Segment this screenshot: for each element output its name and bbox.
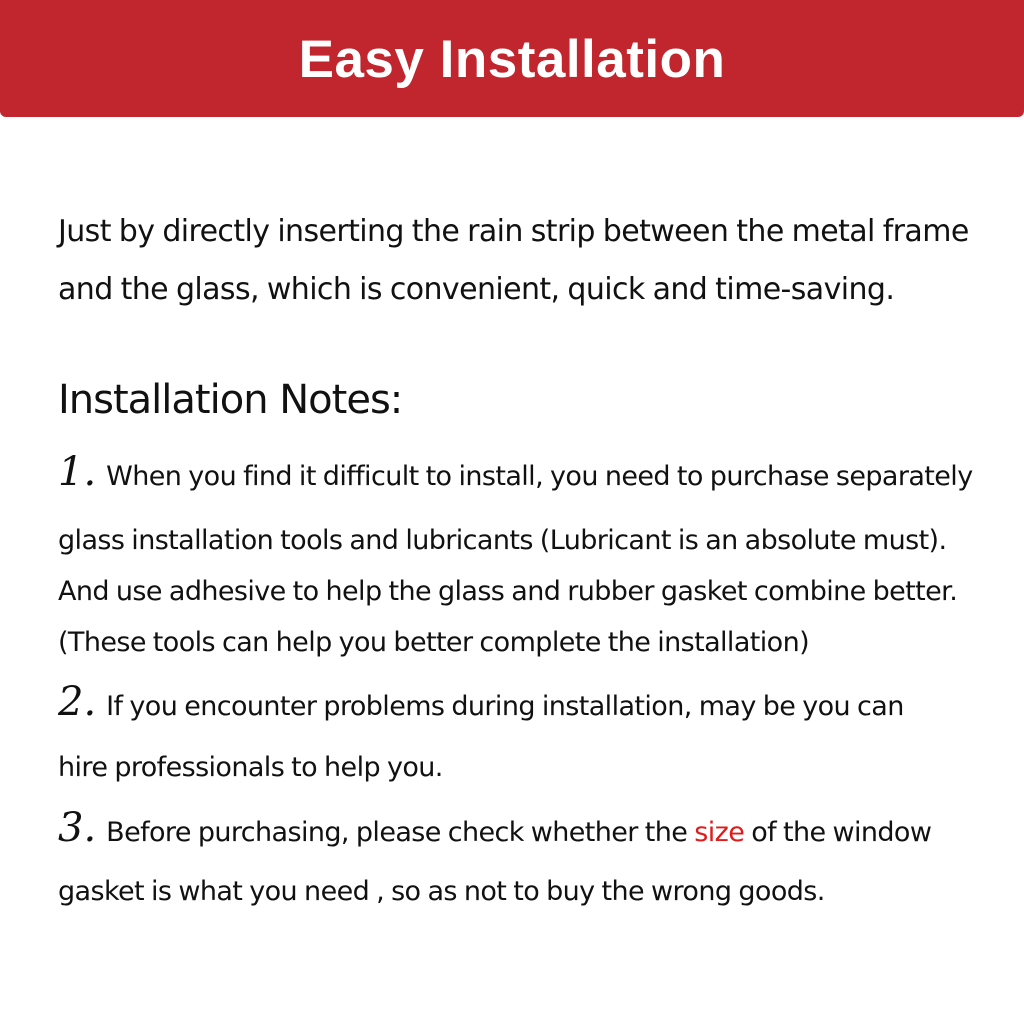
size-highlight: size bbox=[694, 817, 745, 848]
note-1-line-4: (These tools can help you better complete the installation) bbox=[58, 627, 810, 658]
note-1-text-line-1: When you find it difficult to install, you need to purchase separately bbox=[106, 461, 973, 492]
note-3-text-after: of the window bbox=[744, 817, 932, 848]
banner-title: Easy Installation bbox=[298, 30, 726, 89]
installation-notes-heading: Installation Notes: bbox=[58, 377, 403, 423]
note-3-text-before: Before purchasing, please check whether the bbox=[106, 817, 695, 848]
note-3-number: 3. bbox=[58, 805, 97, 851]
note-1-number: 1. bbox=[58, 449, 97, 495]
intro-line-1: Just by directly inserting the rain strip between the metal frame bbox=[58, 214, 969, 249]
note-1-line-3: And use adhesive to help the glass and rubber gasket combine better. bbox=[58, 576, 958, 607]
intro-paragraph bbox=[58, 203, 1003, 319]
note-2-number: 2. bbox=[58, 679, 97, 725]
note-1-line-2: glass installation tools and lubricants (Lubricant is an absolute must). bbox=[58, 525, 947, 556]
note-2-line-1 bbox=[58, 679, 904, 727]
note-3-line-2: gasket is what you need , so as not to buy the wrong goods. bbox=[58, 876, 825, 907]
note-1-line-1 bbox=[58, 449, 973, 497]
title-banner bbox=[0, 0, 1024, 117]
note-3-line-1 bbox=[58, 805, 932, 853]
note-2-line-2: hire professionals to help you. bbox=[58, 752, 443, 783]
intro-line-2: and the glass, which is convenient, quick and time-saving. bbox=[58, 272, 895, 307]
note-2-text-line-1: If you encounter problems during installation, may be you can bbox=[106, 691, 904, 722]
